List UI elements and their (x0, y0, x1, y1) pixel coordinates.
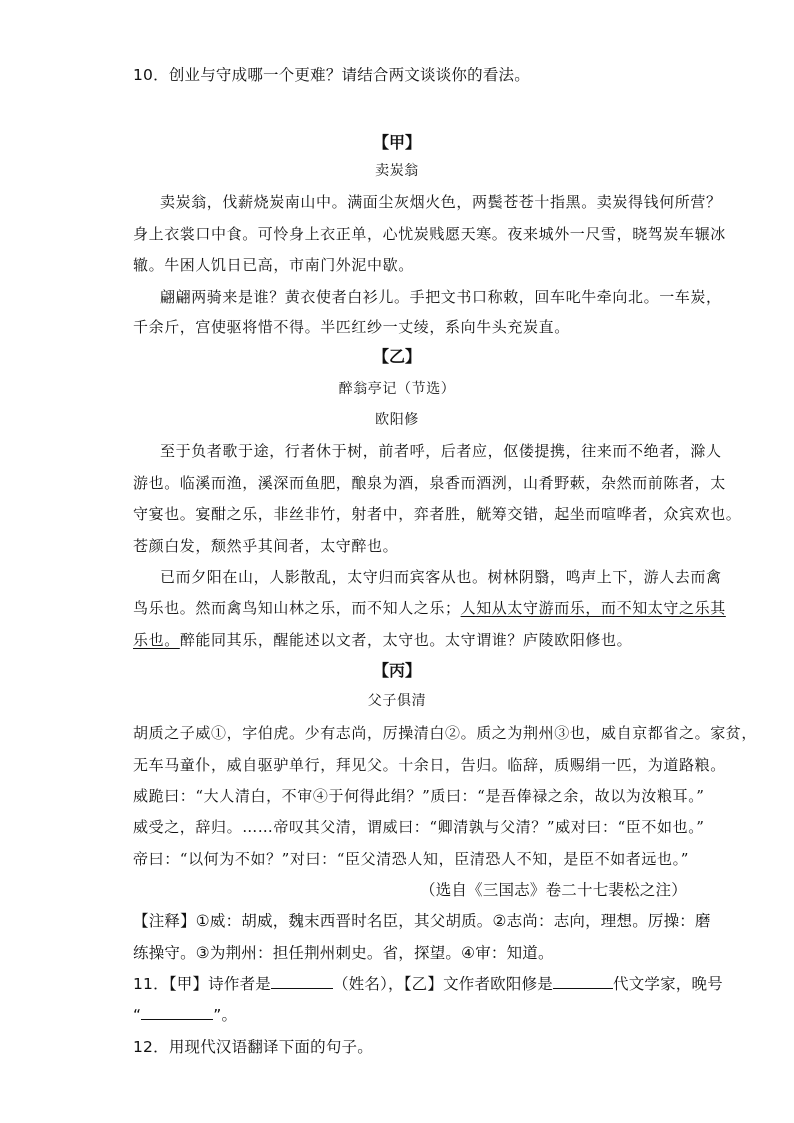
annotation-line: 练操守。③为荆州：担任荆州刺史。省，探望。④审：知道。 (133, 944, 554, 962)
essay-line: 游也。临溪而渔，溪深而鱼肥，酿泉为酒，泉香而酒洌，山肴野蔌，杂然而前陈者，太 (133, 474, 726, 492)
poem-line: 辙。牛困人饥日已高，市南门外泥中歇。 (133, 256, 414, 274)
passage-line: 威受之，辞归。……帝叹其父清，谓威曰：“卿清孰与父清？”威对曰：“臣不如也。” (133, 818, 705, 836)
passage-line: 无车马童仆，威自驱驴单行，拜见父。十余日，告归。临辞，质赐绢一匹，为道路粮。 (133, 756, 726, 774)
passage-source: （选自《三国志》卷二十七裴松之注） (420, 881, 687, 899)
annotation-line: 【注释】①威：胡威，魏末西晋时名臣，其父胡质。②志尚：志向，理想。厉操：磨 (133, 912, 711, 930)
essay-line: 已而夕阳在山，人影散乱，太守归而宾客从也。树林阴翳，鸣声上下，游人去而禽 (160, 568, 722, 586)
answer-blank-dynasty[interactable] (553, 974, 613, 989)
passage-title: 父子俱清 (367, 693, 427, 709)
passage-line: 威跪曰：“大人清白，不审④于何得此绢？”质曰：“是吾俸禄之余，故以为汝粮耳。” (133, 787, 705, 805)
poem-title: 卖炭翁 (375, 163, 419, 179)
question-11-continued (133, 1003, 237, 1025)
essay-text: 鸟乐也。然而禽鸟知山林之乐，而不知人之乐； (133, 599, 461, 617)
question-11-text: 代文学家，晚号 (613, 975, 723, 993)
answer-blank-author[interactable] (271, 974, 333, 989)
question-11-text: （姓名），【乙】文作者欧阳修是 (332, 975, 553, 993)
question-10: 10．创业与守成哪一个更难？请结合两文谈谈你的看法。 (133, 66, 530, 84)
question-12: 12．用现代汉语翻译下面的句子。 (133, 1038, 373, 1056)
section-label-bing: 【丙】 (372, 661, 421, 680)
section-label-yi: 【乙】 (372, 347, 421, 366)
close-quote: ”。 (213, 1006, 238, 1024)
section-label-jia: 【甲】 (372, 133, 421, 152)
essay-line: 苍颜白发，颓然乎其间者，太守醉也。 (133, 537, 399, 555)
passage-line: 胡质之子威①，字伯虎。少有志尚，厉操清白②。质之为荆州③也，威自京都省之。家贫， (133, 724, 758, 742)
essay-line (133, 597, 726, 618)
essay-line (133, 629, 632, 650)
underlined-sentence: 乐也。 (133, 631, 180, 649)
passage-line: 帝曰：“以何为不如？”对曰：“臣父清恐人知，臣清恐人不知，是臣不如者远也。” (133, 850, 689, 868)
poem-line: 卖炭翁，伐薪烧炭南山中。满面尘灰烟火色，两鬓苍苍十指黑。卖炭得钱何所营？ (160, 193, 722, 211)
open-quote: “ (133, 1006, 142, 1024)
poem-line: 身上衣裳口中食。可怜身上衣正单，心忧炭贱愿天寒。夜来城外一尺雪，晓驾炭车辗冰 (133, 225, 726, 243)
essay-line: 至于负者歌于途，行者休于树，前者呼，后者应，伛偻提携，往来而不绝者，滁人 (160, 442, 722, 460)
poem-line: 千余斤，宫使驱将惜不得。半匹红纱一丈绫，系向牛头充炭直。 (133, 318, 570, 336)
underlined-sentence: 人知从太守游而乐，而不知太守之乐其 (460, 599, 726, 617)
answer-blank-pen-name[interactable] (141, 1005, 213, 1020)
poem-line: 翩翩两骑来是谁？黄衣使者白衫儿。手把文书口称敕，回车叱牛牵向北。一车炭， (160, 288, 722, 306)
essay-text: 醉能同其乐，醒能述以文者，太守也。太守谓谁？庐陵欧阳修也。 (179, 631, 633, 649)
essay-line: 守宴也。宴酣之乐，非丝非竹，射者中，弈者胜，觥筹交错，起坐而喧哗者，众宾欢也。 (133, 505, 742, 523)
essay-title: 醉翁亭记（节选） (338, 381, 456, 397)
question-11 (133, 972, 723, 994)
essay-author: 欧阳修 (375, 412, 419, 428)
question-11-text: 11．【甲】诗作者是 (133, 975, 271, 993)
